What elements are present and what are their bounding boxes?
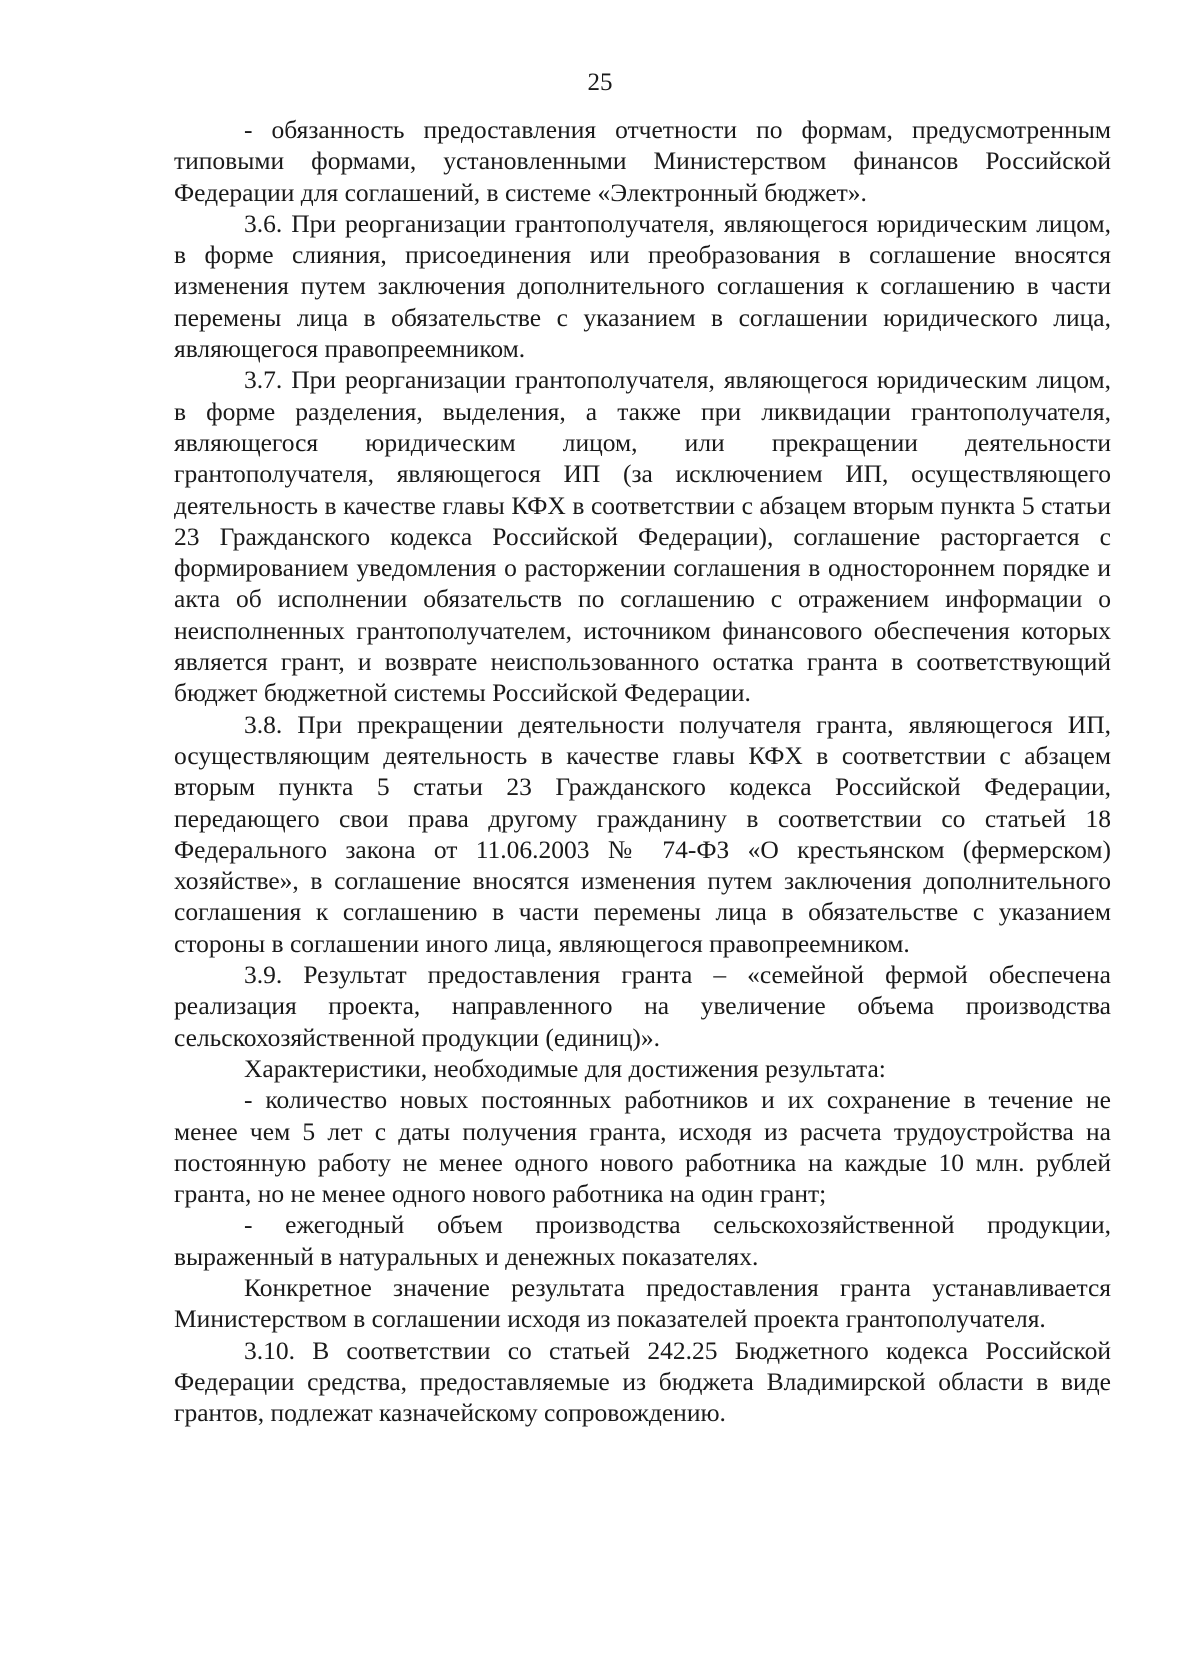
paragraph-3-9: 3.9. Результат предоставления гранта – «семейной фермой обеспечена реализация проекта, направленного на увеличение объема производства сельскохозяйственной продукции (единиц)». (174, 960, 1111, 1052)
paragraph-3-10: 3.10. В соответствии со статьей 242.25 Бюджетного кодекса Российской Федерации средства, предоставляемые из бюджета Владимирской области в виде грантов, подлежат казначейскому сопровождению. (174, 1335, 1111, 1428)
paragraph-characteristic-workers: - количество новых постоянных работников и их сохранение в течение не менее чем 5 лет с даты получения гранта, исходя из расчета трудоустройства на постоянную работу не менее одного нового работника на каждые 10 млн. рублей гранта, но не менее одного нового работника на один грант; (174, 1085, 1111, 1209)
paragraph-result-value: Конкретное значение результата предоставления гранта устанавливается Министерством в соглашении исходя из показателей проекта грантополучателя. (174, 1272, 1111, 1334)
paragraph-3-8: 3.8. При прекращении деятельности получателя гранта, являющегося ИП, осуществляющим деятельность в качестве главы КФХ в соответствии с абзацем вторым пункта 5 статьи 23 Гражданского кодекса Российской Федерации, передающего свои права другому гражданину в соответствии со статьей 18 Федерального закона от 11.06.2003 № 74-ФЗ «О крестьянском (фермерском) хозяйстве», в соглашение вносятся изменения путем заключения дополнительного соглашения к соглашению в части перемены лица в обязательстве с указанием стороны в соглашении иного лица, являющегося правопреемником. (174, 709, 1111, 958)
page-number: 25 (587, 69, 613, 96)
paragraph-3-6: 3.6. При реорганизации грантополучателя, являющегося юридическим лицом, в форме слияния, присоединения или преобразования в соглашение вносятся изменения путем заключения дополнительного соглашения к соглашению в части перемены лица в обязательстве с указанием в соглашении юридического лица, являющегося правопреемником. (174, 208, 1111, 364)
paragraph-characteristic-production: - ежегодный объем производства сельскохозяйственной продукции, выраженный в натуральных и денежных показателях. (174, 1210, 1111, 1271)
paragraph-characteristics-heading: Характеристики, необходимые для достижения результата: (244, 1053, 886, 1083)
paragraph-reporting-obligation: - обязанность предоставления отчетности по формам, предусмотренным типовыми формами, установленными Министерством финансов Российской Федерации для соглашений, в системе «Электронный бюджет». (174, 115, 1111, 207)
document-body (174, 114, 1111, 1428)
paragraph-3-7: 3.7. При реорганизации грантополучателя, являющегося юридическим лицом, в форме разделения, выделения, а также при ликвидации грантополучателя, являющегося юридическим лицом, или прекращении деятельности грантополучателя, являющегося ИП (за исключением ИП, осуществляющего деятельность в качестве главы КФХ в соответствии с абзацем вторым пункта 5 статьи 23 Гражданского кодекса Российской Федерации), соглашение расторгается с формированием уведомления о расторжении соглашения в одностороннем порядке и акта об исполнении обязательств по соглашению с отражением информации о неисполненных грантополучателем, источником финансового обеспечения которых является грант, и возврате неиспользованного остатка гранта в соответствующий бюджет бюджетной системы Российской Федерации. (174, 365, 1111, 708)
